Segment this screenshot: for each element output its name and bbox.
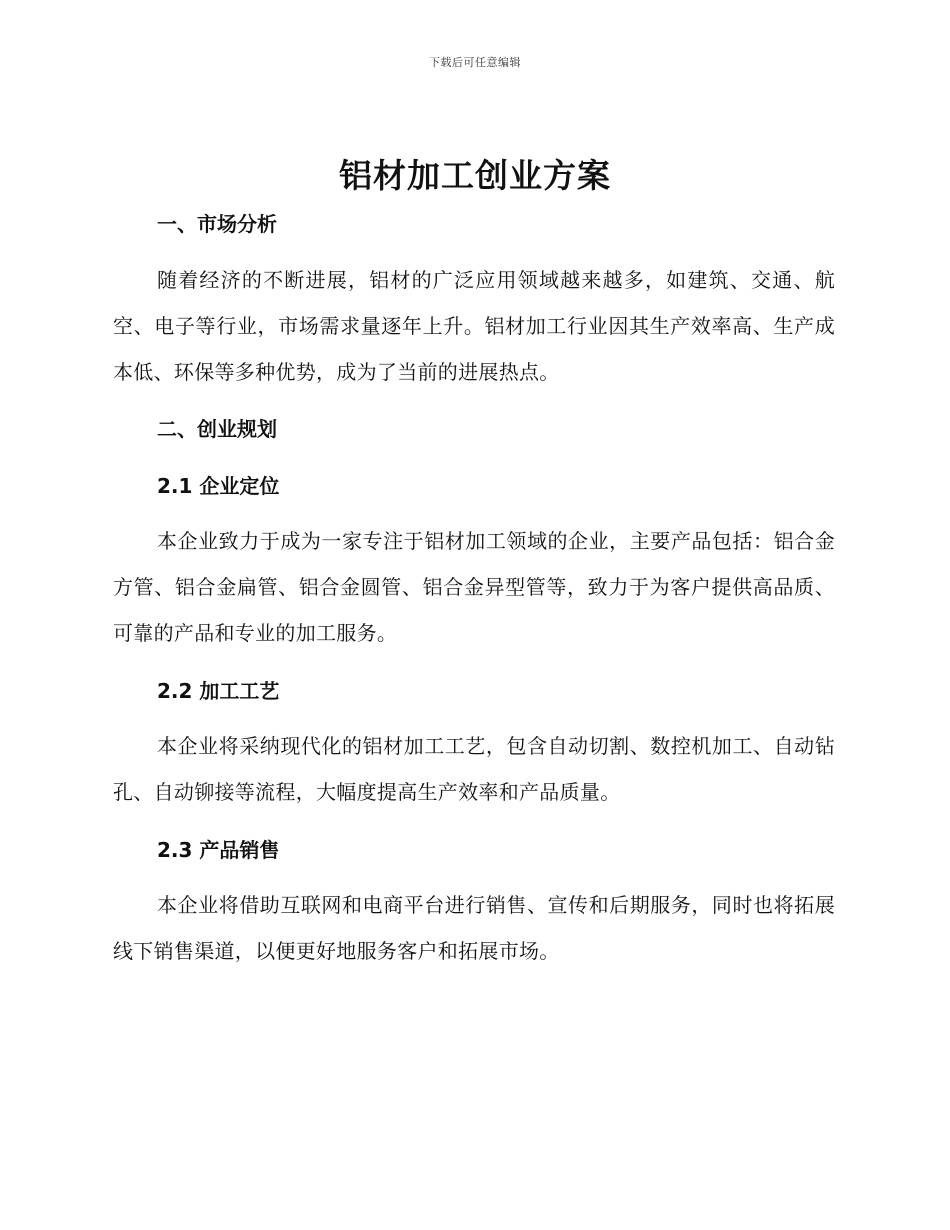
- subsection-heading-sales: 2.3 产品销售: [157, 838, 280, 862]
- header-note: 下载后可任意编辑: [429, 56, 521, 69]
- paragraph-sales: 本企业将借助互联网和电商平台进行销售、宣传和后期服务，同时也将拓展线下销售渠道，以便更好地服务客户和拓展市场。: [113, 893, 835, 963]
- section-heading-business-plan: 二、创业规划: [157, 417, 277, 441]
- paragraph-positioning: 本企业致力于成为一家专注于铝材加工领域的企业，主要产品包括：铝合金方管、铝合金扁管、铝合金圆管、铝合金异型管等，致力于为客户提供高品质、可靠的产品和专业的加工服务。: [113, 529, 835, 645]
- document-title: 铝材加工创业方案: [339, 156, 611, 195]
- paragraph-market-analysis: 随着经济的不断进展，铝材的广泛应用领域越来越多，如建筑、交通、航空、电子等行业，市场需求量逐年上升。铝材加工行业因其生产效率高、生产成本低、环保等多种优势，成为了当前的进展热点。: [113, 268, 835, 384]
- paragraph-process: 本企业将采纳现代化的铝材加工工艺，包含自动切割、数控机加工、自动钻孔、自动铆接等流程，大幅度提高生产效率和产品质量。: [113, 734, 835, 804]
- section-heading-market-analysis: 一、市场分析: [157, 212, 277, 236]
- subsection-heading-process: 2.2 加工工艺: [157, 679, 280, 703]
- subsection-heading-positioning: 2.1 企业定位: [157, 474, 280, 498]
